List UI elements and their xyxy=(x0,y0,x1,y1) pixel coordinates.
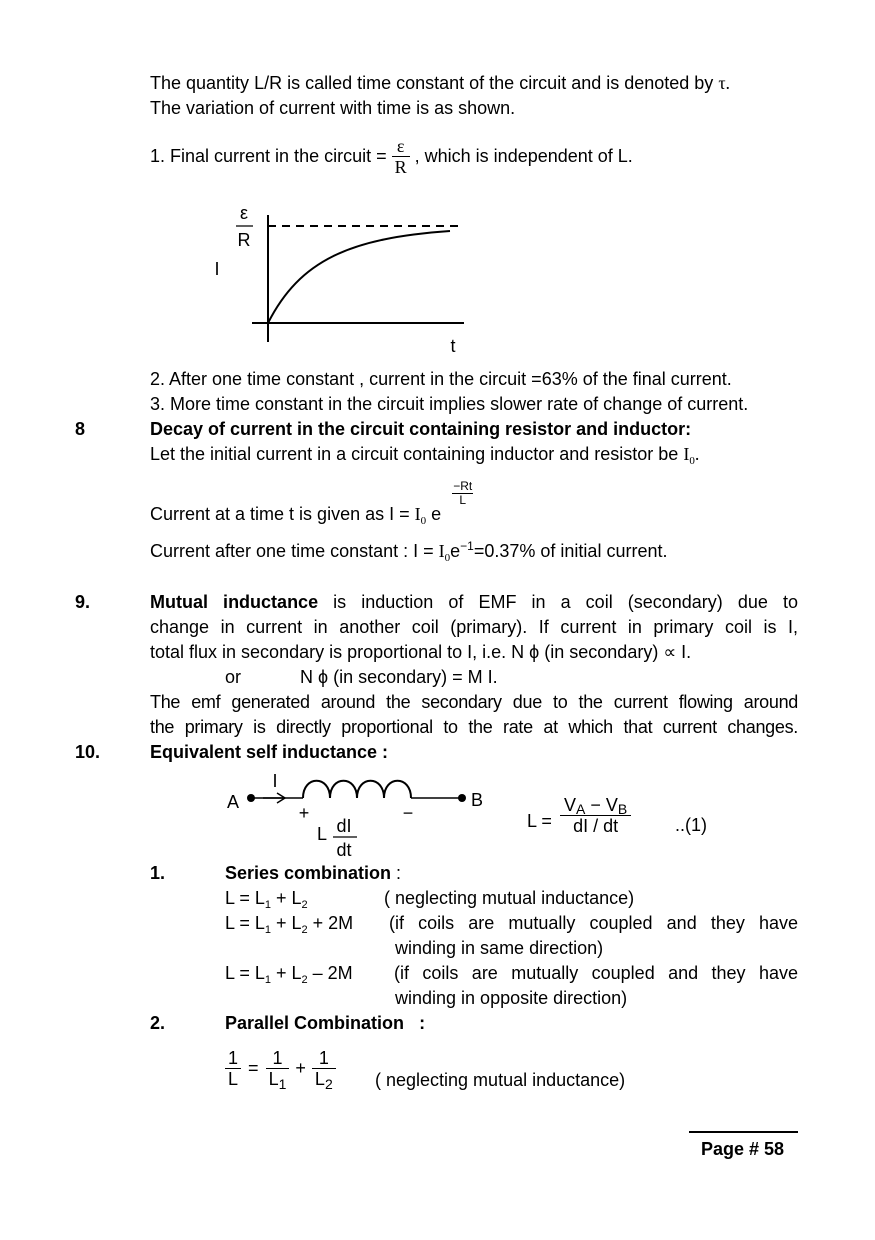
point-2: 2. After one time constant , current in the circuit =63% of the final current. xyxy=(150,369,732,389)
series-title: Series combination : xyxy=(225,863,402,883)
terminal-a-label: A xyxy=(226,792,240,812)
intro-line-2: The variation of current with time is as shown. xyxy=(150,98,516,118)
section-9-or: or xyxy=(225,667,242,687)
tau-symbol: τ. xyxy=(718,73,731,93)
series-number: 1. xyxy=(150,863,166,883)
section-9-number: 9. xyxy=(75,592,91,612)
graph-eps-label: ε xyxy=(239,203,249,223)
graph-r-label: R xyxy=(237,230,251,250)
terminal-b-label: B xyxy=(470,790,484,810)
terminal-b-dot xyxy=(458,794,466,802)
i0-symbol: $I_0$. xyxy=(683,444,700,467)
point-3: 3. More time constant in the circuit implies slower rate of change of current. xyxy=(150,394,749,414)
epsilon-over-r-fraction: $\frac{\varepsilon}{R}$ xyxy=(392,136,410,177)
parallel-number: 2. xyxy=(150,1013,166,1033)
footer-rule xyxy=(689,1131,798,1133)
section-8-line-3: Current after one time constant : $I = I_0e^{-1}=0.37\%$ of initial current. xyxy=(150,539,668,564)
formula-1-lhs: L = xyxy=(527,811,552,831)
series-eq-3: $L = L_1 + L_2 - 2M$ xyxy=(225,963,353,986)
series-eq-2-note: (if coils are mutually coupled and they have xyxy=(389,913,798,933)
emf-dt-label: dt xyxy=(336,840,352,860)
section-10-title: Equivalent self inductance : xyxy=(150,742,389,762)
parallel-formula: $\frac{1}{L}$ = $\frac{1}{L_1}$ + $\frac{1}{L_2}$ xyxy=(225,1048,336,1089)
series-eq-3-note-2: winding in opposite direction) xyxy=(395,988,628,1008)
section-9-line-3: total flux in secondary is proportional to I, i.e. N ϕ (in secondary) ∝ I. xyxy=(150,642,692,662)
emf-di-label: dI xyxy=(336,816,352,836)
graph-y-label: I xyxy=(214,259,220,279)
parallel-title: Parallel Combination : xyxy=(225,1013,426,1033)
current-arrow-icon xyxy=(263,793,285,803)
section-9-line-5: The emf generated around the secondary due to the current flowing around xyxy=(150,692,798,712)
plus-sign: + xyxy=(298,803,310,823)
minus-sign: − xyxy=(402,803,414,823)
section-9-line-6: the primary is directly proportional to the rate at which that current changes. xyxy=(150,717,798,737)
parallel-note: ( neglecting mutual inductance) xyxy=(375,1070,626,1090)
point-1: 1. Final current in the circuit = $\frac{\varepsilon}{R}$ , which is independent of L. xyxy=(150,136,633,177)
exponent-fraction: $\frac{-Rt}{L}$ xyxy=(453,479,473,507)
section-8-number: 8 xyxy=(75,419,86,439)
series-eq-1-note: ( neglecting mutual inductance) xyxy=(384,888,635,908)
formula-1-tag: ..(1) xyxy=(675,815,708,835)
series-eq-1: $L = L_1 + L_2$ xyxy=(225,888,308,911)
section-9-line-1: Mutual inductance is induction of EMF in a coil (secondary) due to xyxy=(150,592,798,612)
series-eq-3-note: (if coils are mutually coupled and they have xyxy=(394,963,798,983)
section-8-line-2: Current at a time t is given as $I = I_0$ e $\frac{-Rt}{L}$ xyxy=(150,479,473,527)
section-9-line-2: change in current in another coil (primary). If current in primary coil is I, xyxy=(150,617,798,637)
section-8-title: Decay of current in the circuit containing resistor and inductor: xyxy=(150,419,692,439)
page-number: Page # 58 xyxy=(701,1139,785,1159)
graph-x-label: t xyxy=(450,336,456,356)
current-label: I xyxy=(272,771,278,791)
section-9-line-4: N ϕ (in secondary) = M I. xyxy=(300,667,498,687)
series-eq-2-note-2: winding in same direction) xyxy=(395,938,604,958)
intro-line-1: The quantity L/R is called time constant of the circuit and is denoted by τ. xyxy=(150,73,731,93)
inductor-coil xyxy=(303,781,411,798)
section-10-number: 10. xyxy=(75,742,101,762)
section-8-line-1: Let the initial current in a circuit containing inductor and resistor be $I_0$. xyxy=(150,444,700,467)
formula-1-fraction: $\frac{V_A - V_B}{dI / dt}$ xyxy=(560,795,631,836)
series-eq-2: $L = L_1 + L_2 + 2M$ xyxy=(225,913,354,936)
emf-l-label: L xyxy=(316,824,328,844)
